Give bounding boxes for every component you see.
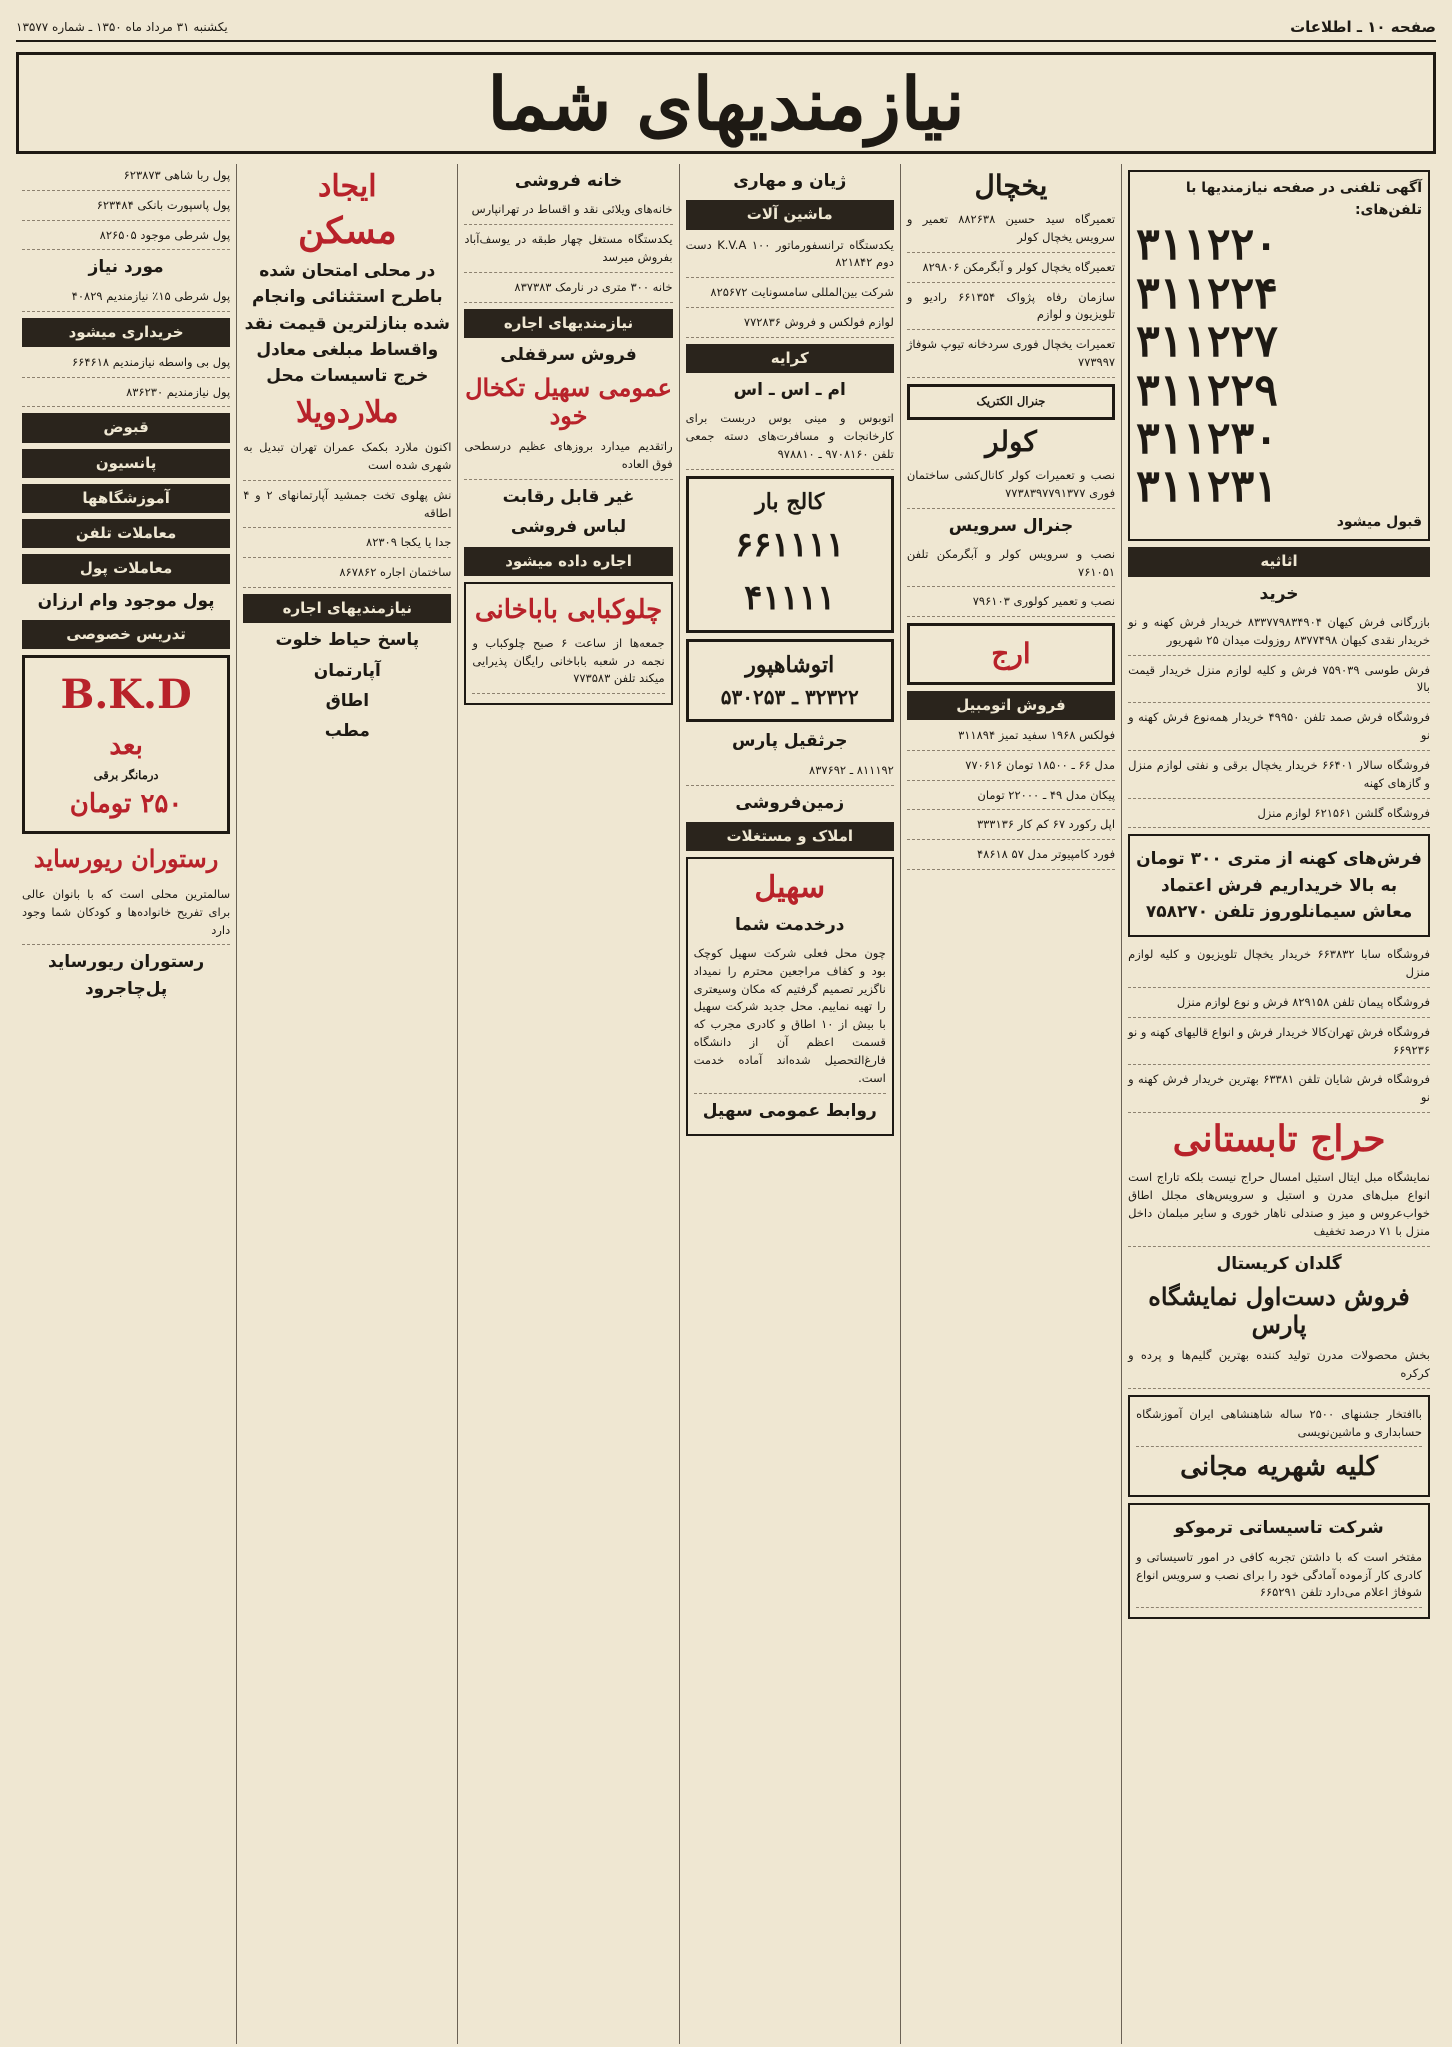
omni-body: اتوبوس و مینی بوس دربست برای کارخانجات و مسافرت‌های دسته جمعی تلفن ۹۷۰۸۱۶۰ ـ ۹۷۸۸۱۰ <box>686 407 894 469</box>
column-1 <box>1121 164 1436 2044</box>
top-line <box>16 14 1436 42</box>
section-head-machines: ماشین آلات <box>686 200 894 229</box>
list-item: فروشگاه فرش تهران‌کالا خریدار فرش و انواع قالیهای کهنه و نو ۶۶۹۲۳۶ <box>1128 1021 1430 1066</box>
sohail-sub: درخدمت شما <box>734 914 845 935</box>
list-item: پول شرطی موجود ۸۲۶۵۰۵ <box>22 224 230 251</box>
phone-box-title: آگهی تلفنی در صفحه نیازمندیها با تلفن‌های: <box>1185 180 1422 218</box>
fridge-head: یخچال <box>974 169 1048 202</box>
list-item: پول نیازمندیم ۸۳۶۲۳۰ <box>22 381 230 408</box>
list-item: پول بی واسطه نیازمندیم ۶۶۴۶۱۸ <box>22 351 230 378</box>
transport-phone: ۸۱۱۱۹۲ ـ ۸۳۷۶۹۲ <box>686 759 894 786</box>
hiraj-title: حراج تابستانی <box>1172 1118 1386 1161</box>
autoshahpour-title: اتوشاهپور <box>745 652 835 679</box>
phone-number: ۳۱۱۲۳۰ <box>1136 412 1278 464</box>
cooler-body: نصب و تعمیرات کولر کانال‌کشی ساختمان فوری ۷۷۳۸۳۹۷۷۹۱۳۷۷ <box>907 464 1115 509</box>
college-phone-2: ۴۱۱۱۱ <box>744 577 836 618</box>
general-service-body: نصب و سرویس کولر و آبگرمکن تلفن ۷۶۱۰۵۱ <box>907 543 1115 588</box>
sohail-title: سهیل <box>754 870 826 906</box>
section-head-buying: خریداری میشود <box>22 318 230 347</box>
clothes-head: لباس فروشی <box>510 517 627 538</box>
list-item: فرش طوسی ۷۵۹۰۳۹ فرش و کلیه لوازم منزل خریدار قیمت بالا <box>1128 659 1430 704</box>
section-head-money-deals: معاملات پول <box>22 554 230 583</box>
section-head-lease: اجاره داده میشود <box>464 547 672 576</box>
section-head-schools: آموزشگاهها <box>22 484 230 513</box>
list-item: فروشگاه سالار ۶۶۴۰۱ خریدار یخچال برقی و نفتی لوازم منزل و گازهای کهنه <box>1128 754 1430 799</box>
list-item: یکدستگاه مستغل چهار طبقه در یوسف‌آباد بفروش میرسد <box>464 228 672 273</box>
transport-title: جرثقیل پارس <box>732 731 848 752</box>
ghabil: غیر قابل رقابت <box>502 487 635 507</box>
general-electric-logo: جنرال الکتریک <box>907 384 1115 420</box>
list-item: نش پهلوی تخت جمشید آپارتمانهای ۲ و ۴ اطاقه <box>243 484 451 529</box>
column-2 <box>900 164 1121 2044</box>
hiraj-body: نمایشگاه مبل ایتال استیل امسال حراج نیست بلکه تاراج است انواع مبل‌های مدرن و استیل و سرویس‌های مجلل اطاق خواب‌عروس و میز و صندلی ناهار خوری و سایر مبلمان داخل منزل با ۷۱ درصد تخفیف <box>1128 1166 1430 1246</box>
arj-logo: ارج <box>907 623 1115 684</box>
bkd-name: بعد <box>109 731 143 762</box>
college-phone: ۶۶۱۱۱۱ <box>734 524 845 565</box>
kabab-box <box>464 582 672 705</box>
bkd-sub: درمانگر برقی <box>93 767 159 782</box>
restaurant-sign: رستوران ریورساید پل‌چاجرود <box>48 952 205 999</box>
phone-number: ۳۱۱۲۲۷ <box>1136 316 1278 368</box>
columns <box>16 164 1436 2044</box>
list-item: فروشگاه فرش صمد تلفن ۴۹۹۵۰ خریدار همه‌نوع فرش کهنه و نو <box>1128 706 1430 751</box>
sohail-takhfif-body: راتقدیم میدارد بروزهای عظیم درسطحی فوق العاده <box>464 435 672 480</box>
music-head: ژیان و مهاری <box>733 171 847 191</box>
gift-title: گلدان کریستال <box>1216 1253 1342 1274</box>
thermo-box <box>1128 1503 1430 1619</box>
sohail-box <box>686 857 894 1136</box>
bkd-logo: B.K.D <box>60 671 192 719</box>
phone-number: ۳۱۱۲۳۱ <box>1136 461 1278 513</box>
kargah-title: کلیه شهریه مجانی <box>1180 1452 1378 1483</box>
apartment-head: آپارتمان <box>313 660 381 681</box>
list-item: بازرگانی فرش کیهان ۸۳۳۷۷۹۸۳۴۹۰۴ خریدار فرش کهنه و نو خریدار نقدی کیهان ۸۳۷۷۴۹۸ روزولت میدان ۲۵ شهریور <box>1128 611 1430 656</box>
section-head-cars: فروش اتومبیل <box>907 691 1115 720</box>
list-item: فروشگاه سابا ۶۶۳۸۳۲ خریدار یخچال تلویزیون و کلیه لوازم منزل <box>1128 943 1430 988</box>
date-line: یکشنبه ۳۱ مرداد ماه ۱۳۵۰ ـ شماره ۱۳۵۷۷ <box>16 20 228 34</box>
list-item: تعمیرگاه یخچال کولر و آبگرمکن ۸۲۹۸۰۶ <box>907 256 1115 283</box>
list-item: ساختمان اجاره ۸۶۷۸۶۲ <box>243 561 451 588</box>
clinic-head: مطب <box>324 721 370 742</box>
list-item: فرش‌های کهنه از متری ۳۰۰ تومان به بالا خریداریم فرش اعتماد معاش سیمانلوروز تلفن ۷۵۸۲۷۰ <box>1136 849 1422 922</box>
section-head-estate: املاک و مستغلات <box>686 822 894 851</box>
restaurant-body: سالمترین محلی است که با بانوان عالی برای تفریح خانواده‌ها و کودکان شما وجود دارد <box>22 883 230 945</box>
land-head: زمین‌فروشی <box>735 792 845 813</box>
column-3 <box>679 164 900 2044</box>
list-item: سازمان رفاه پژواک ۶۶۱۳۵۴ رادیو و تلویزیون و لوازم <box>907 286 1115 331</box>
restaurant-title: رستوران ریورساید <box>33 843 219 873</box>
section-head-rent: کرایه <box>686 344 894 373</box>
malard-body: اکنون ملارد بکمک عمران تهران تبدیل به شهری شده است <box>243 436 451 481</box>
garden-ad: پاسخ حیاط خلوت <box>275 630 420 651</box>
subhead-kharid: خرید <box>1259 583 1299 604</box>
house-head: خانه فروشی <box>514 171 623 191</box>
kolvar-ad: نصب و تعمیر کولوری ۷۹۶۱۰۳ <box>907 590 1115 617</box>
list-item: لوازم فولکس و فروش ۷۷۲۸۳۶ <box>686 311 894 338</box>
section-head-lease-needs: نیازمندیهای اجاره <box>243 594 451 623</box>
sell-head: فروش سرقفلی <box>500 344 637 365</box>
list-item: تعمیرگاه سید حسین ۸۸۲۶۳۸ تعمیر و سرویس یخچال کولر <box>907 208 1115 253</box>
thermo-body: مفتخر است که با داشتن تجربه کافی در امور تاسیساتی و کادری کار آزموده آمادگی خود را برای نصب و سرویس انواع شوفاژ اعلام می‌دارد تلفن ۶۶۵۲۹۱ <box>1136 1546 1422 1608</box>
kargah-box <box>1128 1395 1430 1498</box>
malard-title: ملاردویلا <box>296 394 399 430</box>
column-6 <box>16 164 236 2044</box>
phone-number: ۳۱۱۲۲۴ <box>1136 267 1278 319</box>
ijad-title: ایجاد <box>318 169 377 204</box>
kabab-title: چلوکبابی باباخانی <box>474 594 663 625</box>
section-head-pension: پانسیون <box>22 449 230 478</box>
column-4 <box>457 164 678 2044</box>
list-item: پیکان مدل ۴۹ ـ ۲۲۰۰۰ تومان <box>907 784 1115 811</box>
list-item: فورد کامپیوتر مدل ۵۷ ۴۸۶۱۸ <box>907 843 1115 870</box>
autoshahpour-phones: ۳۲۳۲۲ ـ ۵۳۰۲۵۳ <box>720 685 859 710</box>
cooler-head: کولر <box>985 424 1037 458</box>
list-item: اپل رکورد ۶۷ کم کار ۳۳۳۱۳۶ <box>907 813 1115 840</box>
list-item: یکدستگاه ترانسفورماتور ۱۰۰ K.V.A دست دوم ۸۲۱۸۴۲ <box>686 234 894 279</box>
list-item: جدا یا یکجا ۸۲۳۰۹ <box>243 531 451 558</box>
college-bar-title: کالج بار <box>755 488 825 515</box>
phone-number: ۳۱۱۲۲۰ <box>1136 219 1278 271</box>
list-item: پول ربا شاهی ۶۲۳۸۷۳ <box>22 164 230 191</box>
persian-body: بخش محصولات مدرن تولید کننده بهترین گلیم‌ها و پرده و کرکره <box>1128 1344 1430 1389</box>
column-5 <box>236 164 457 2044</box>
thermo-title: شرکت تاسیساتی ترموکو <box>1174 1518 1384 1539</box>
list-item: شرکت بین‌المللی سامسونایت ۸۲۵۶۷۲ <box>686 281 894 308</box>
list-item: تعمیرات یخچال فوری سردخانه تیوپ شوفاژ ۷۷۳۹۹۷ <box>907 333 1115 378</box>
bkd-price: ۲۵۰ تومان <box>69 789 183 820</box>
general-service-title: جنرال سرویس <box>948 515 1074 536</box>
persian-title: فروش دست‌اول نمایشگاه پارس <box>1148 1282 1410 1339</box>
ad-box <box>1128 834 1430 937</box>
section-head-rent-needs: نیازمندیهای اجاره <box>464 309 672 338</box>
section-head-receipts: قبوض <box>22 413 230 442</box>
kabab-body: جمعه‌ها از ساعت ۶ صبح چلوکباب و نجمه در شعبه باباخانی رایگان پذیرایی میکند تلفن ۷۷۳۵۸۳ <box>472 632 664 694</box>
phone-number: ۳۱۱۲۲۹ <box>1136 364 1278 416</box>
room-head: اطاق <box>325 690 370 711</box>
sohail-takhfif: عمومی سهیل تکخال خود <box>465 373 672 430</box>
maskan-title: مسکن <box>297 209 397 252</box>
page-label: صفحه ۱۰ ـ اطلاعات <box>1290 18 1436 36</box>
maskan-body: در محلی امتحان شده باطرح استثنائی وانجام شده بنازلترین قیمت نقد واقساط مبلغی معادل خرج تاسیسات محل <box>244 260 450 387</box>
section-head-tutoring: تدریس خصوصی <box>22 620 230 649</box>
list-item: پول پاسپورت بانکی ۶۲۳۴۸۴ <box>22 194 230 221</box>
sohail-body: چون محل فعلی شرکت سهیل کوچک بود و کفاف مراجعین محترم را نمیداد ناگزیر تصمیم گرفتیم که مکان وسیعتری را تهیه نماییم. محل جدید شرکت سهیل با بیش از ۱۰ اطاق و کادری مجرب که قسمت اعظم آن از دانشگاه فارغ‌التحصیل شده‌اند آماده خدمت است. <box>694 942 886 1094</box>
kargah-body: باافتخار جشنهای ۲۵۰۰ ساله شاهنشاهی ایران آموزشگاه حسابداری و ماشین‌نویسی <box>1136 1403 1422 1448</box>
phone-box <box>1128 170 1430 541</box>
list-item: فولکس ۱۹۶۸ سفید تمیز ۳۱۱۸۹۴ <box>907 724 1115 751</box>
needed-head: مورد نیاز <box>88 257 164 278</box>
section-head-furniture: اثاثیه <box>1128 547 1430 576</box>
list-item: فروشگاه فرش شایان تلفن ۶۳۳۸۱ بهترین خریدار فرش کهنه و نو <box>1128 1068 1430 1113</box>
loan-title: پول موجود وام ارزان <box>37 590 215 611</box>
phone-box-footer: قبول میشود <box>1336 513 1422 530</box>
list-item: خانه ۳۰۰ متری در نارمک ۸۳۷۳۸۳ <box>464 276 672 303</box>
list-item: مدل ۶۶ ـ ۱۸۵۰۰ تومان ۷۷۰۶۱۶ <box>907 754 1115 781</box>
omni-title: ام ـ اس ـ اس <box>733 380 846 401</box>
college-bar-box <box>686 476 894 633</box>
list-item: فروشگاه گلشن ۶۲۱۵۶۱ لوازم منزل <box>1128 802 1430 829</box>
list-item: خانه‌های ویلائی نقد و اقساط در تهرانپارس <box>464 198 672 225</box>
bkd-box <box>22 655 230 833</box>
section-head-phone-deals: معاملات تلفن <box>22 519 230 548</box>
list-item: فروشگاه پیمان تلفن ۸۲۹۱۵۸ فرش و نوع لوازم منزل <box>1128 991 1430 1018</box>
autoshahpour-box <box>686 639 894 722</box>
sohail-sign: روابط عمومی سهیل <box>702 1100 877 1121</box>
list-item: پول شرطی ۱۵٪ نیازمندیم ۴۰۸۲۹ <box>22 285 230 312</box>
masthead: نیازمندیهای شما <box>16 52 1436 154</box>
phone-list <box>1136 221 1422 511</box>
